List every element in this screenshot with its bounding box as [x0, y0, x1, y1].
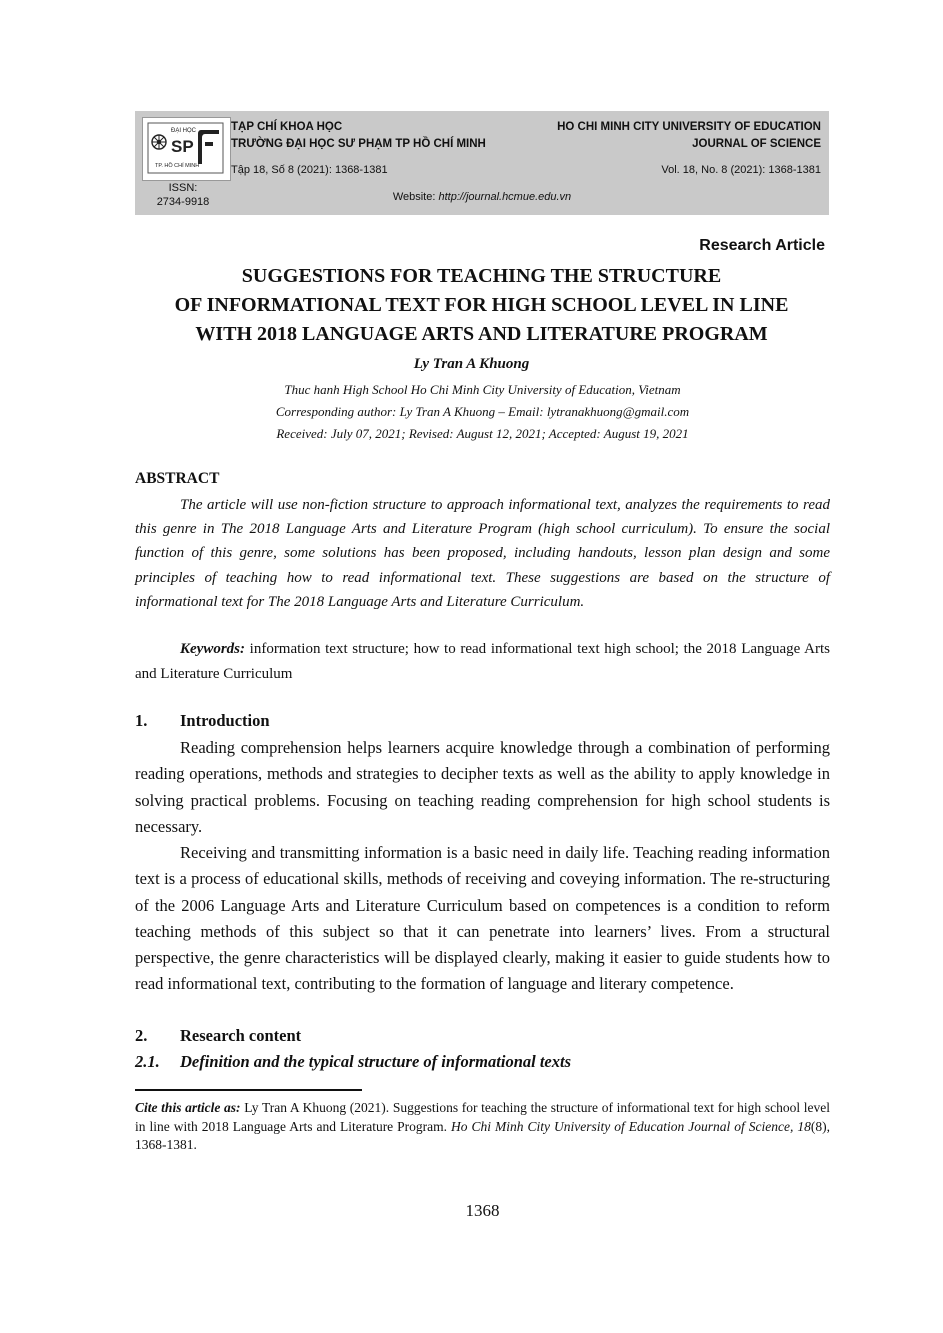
author-info [0, 379, 943, 445]
citation-issue: (8), 1368-1381. [135, 1118, 830, 1152]
citation-text: Ly Tran A Khuong (2021). Suggestions for teaching the structure of informational text for high school level in line with 2018 Language Arts and Literature Program. [135, 1100, 830, 1134]
citation-footnote [135, 1099, 830, 1155]
affiliation: Thuc hanh High School Ho Chi Minh City University of Education, Vietnam [284, 382, 681, 397]
journal-name-vi-line1: TẠP CHÍ KHOA HỌC [231, 121, 343, 133]
journal-name-en [557, 119, 821, 153]
subsection-heading-2-1 [135, 1052, 571, 1072]
section-title: Research content [180, 1026, 302, 1045]
keywords-text: information text structure; how to read informational text high school; the 2018 Language Arts and Literature Curriculum [135, 641, 830, 682]
abstract-heading: ABSTRACT [135, 470, 220, 487]
section-heading-introduction [135, 711, 270, 731]
website [135, 191, 829, 203]
journal-name-en-line2: JOURNAL OF SCIENCE [692, 138, 821, 150]
hcmue-logo-icon [147, 122, 224, 174]
website-label: Website: [392, 191, 436, 203]
journal-name-en-line1: HO CHI MINH CITY UNIVERSITY OF EDUCATION [557, 121, 821, 133]
section-title: Introduction [180, 711, 270, 730]
subsection-title: Definition and the typical structure of informational texts [180, 1052, 571, 1071]
svg-text:ĐẠI HỌC: ĐẠI HỌC [171, 128, 197, 134]
title-line-1: SUGGESTIONS FOR TEACHING THE STRUCTURE [241, 265, 722, 287]
article-type: Research Article [699, 237, 825, 254]
citation-journal: Ho Chi Minh City University of Education Journal of Science, 18 [451, 1118, 811, 1134]
abstract-body: The article will use non-fiction structure to approach informational text, analyzes the requirements to read this genre in The 2018 Language Arts and Literature Program (high school curriculum). To ensure the social function of this genre, some solutions has been proposed, including handouts, lesson plan design and some principles of teaching how to read informational text. These suggestions are based on the structure of informational text for The 2018 Language Arts and Literature Curriculum. [135, 497, 830, 610]
section-number: 1. [135, 711, 148, 730]
journal-name-vi-line2: TRƯỜNG ĐẠI HỌC SƯ PHẠM TP HỒ CHÍ MINH [231, 138, 486, 150]
keywords-label: Keywords: [180, 641, 245, 657]
volume-en: Vol. 18, No. 8 (2021): 1368-1381 [661, 164, 821, 176]
section-heading-research-content [135, 1026, 301, 1046]
title-line-3: WITH 2018 LANGUAGE ARTS AND LITERATURE PROGRAM [195, 323, 768, 345]
volume-vi: Tập 18, Số 8 (2021): 1368-1381 [231, 164, 388, 176]
introduction-paragraph-2: Receiving and transmitting information is a basic need in daily life. Teaching reading information text is a process of educational skills, methods of receiving and coveying information. The re-structuring of the 2006 Language Arts and Literature Curriculum based on competences is a condition to reform teaching methods of this subject so that it can penetrate into learners’ lives. From a structural perspective, the genre characteristics will be displayed clearly, making it easier to guide students how to read informational text, contributing to the formation of language and literary competence. [135, 843, 830, 994]
citation-label: Cite this article as: [135, 1100, 241, 1115]
university-logo [142, 117, 231, 181]
footnote-divider [135, 1089, 362, 1091]
article-dates: Received: July 07, 2021; Revised: August 12, 2021; Accepted: August 19, 2021 [276, 426, 689, 441]
subsection-number: 2.1. [135, 1052, 160, 1071]
corresponding-author: Corresponding author: Ly Tran A Khuong – Email: lytranakhuong@gmail.com [275, 404, 690, 419]
issn-label: ISSN: [168, 182, 198, 194]
section-number: 2. [135, 1026, 148, 1045]
page-number: 1368 [465, 1201, 500, 1220]
issn-value: 2734-9918 [156, 196, 210, 208]
title-line-2: OF INFORMATIONAL TEXT FOR HIGH SCHOOL LEVEL IN LINE [174, 294, 789, 316]
article-title [120, 262, 843, 349]
keywords [135, 637, 830, 687]
website-link[interactable]: http://journal.hcmue.edu.vn [438, 191, 572, 203]
introduction-paragraph-1: Reading comprehension helps learners acquire knowledge through a combination of performing reading operations, methods and strategies to decipher texts as well as the ability to apply knowledge in solving practical problems. Focusing on teaching reading comprehension for high school students is necessary. [135, 738, 830, 836]
author-name: Ly Tran A Khuong [413, 356, 530, 372]
journal-header [135, 111, 829, 215]
svg-text:SP: SP [171, 137, 194, 156]
svg-text:TP. HỒ CHÍ MINH: TP. HỒ CHÍ MINH [155, 163, 200, 169]
journal-name-vi [231, 119, 486, 153]
